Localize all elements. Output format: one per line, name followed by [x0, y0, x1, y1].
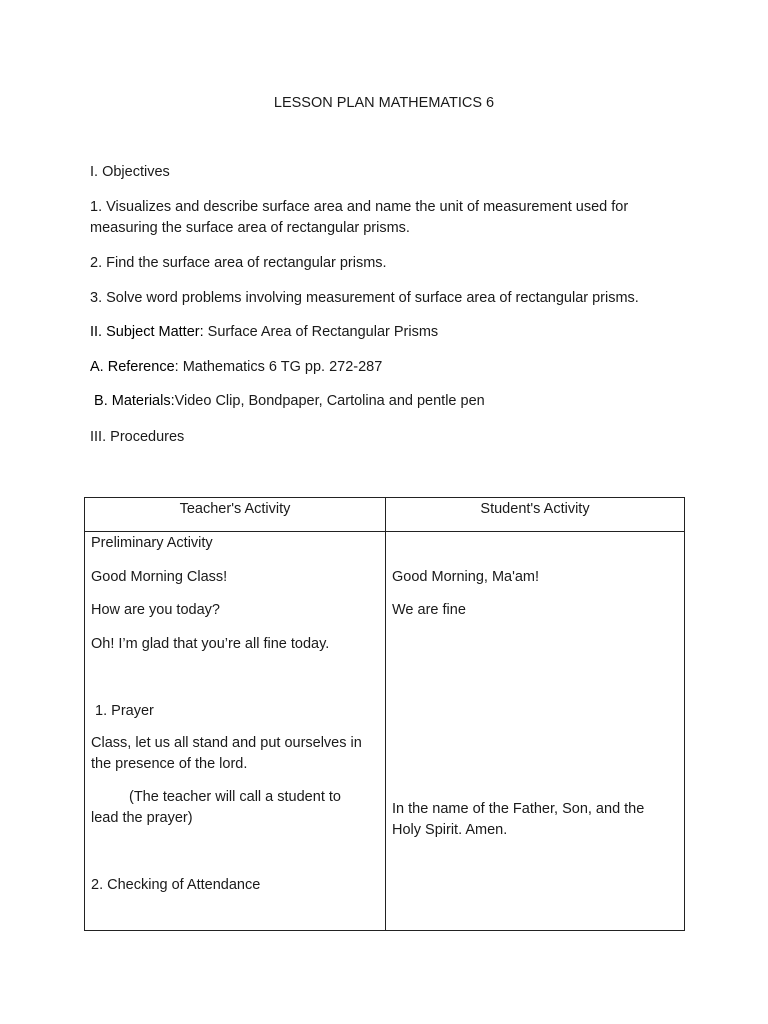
teacher-glad: Oh! I’m glad that you’re all fine today.: [91, 636, 330, 652]
materials-value: Video Clip, Bondpaper, Cartolina and pentle pen: [174, 393, 485, 409]
reference-value: : Mathematics 6 TG pp. 272-287: [174, 359, 383, 375]
materials-label: B. Materials:: [90, 393, 175, 409]
student-prayer-line-2: Holy Spirit. Amen.: [392, 822, 508, 838]
call-student-line-1: (The teacher will call a student to: [129, 789, 341, 805]
student-fine: We are fine: [392, 602, 466, 618]
prayer-instruction-line-1: Class, let us all stand and put ourselves in: [91, 735, 362, 751]
teacher-greeting: Good Morning Class!: [91, 569, 228, 585]
student-activity-cell: [386, 532, 685, 931]
objective-2: 2. Find the surface area of rectangular prisms.: [90, 255, 387, 271]
table-row: [85, 532, 685, 931]
materials: [90, 391, 690, 412]
student-activity-header: Student's Activity: [386, 498, 685, 532]
subject-matter: [90, 322, 690, 343]
prayer-heading: 1. Prayer: [91, 703, 154, 719]
document-title: LESSON PLAN MATHEMATICS 6: [273, 95, 495, 111]
subject-matter-label: II. Subject Matter:: [90, 324, 204, 340]
attendance-heading: 2. Checking of Attendance: [91, 877, 261, 893]
activity-table: [84, 497, 685, 931]
reference: [90, 357, 690, 378]
student-greeting: Good Morning, Ma'am!: [392, 569, 540, 585]
teacher-how-are-you: How are you today?: [91, 602, 220, 618]
preliminary-activity-heading: Preliminary Activity: [91, 535, 213, 551]
procedures-heading: III. Procedures: [90, 429, 185, 445]
teacher-activity-cell: [85, 532, 386, 931]
teacher-activity-header: Teacher's Activity: [85, 498, 386, 532]
reference-label: A. Reference: [90, 359, 175, 375]
objectives-heading: I. Objectives: [90, 164, 170, 180]
table-header-row: [85, 498, 685, 532]
objective-1: 1. Visualizes and describe surface area and name the unit of measurement used for measuring the surface area of rectangular prisms.: [90, 199, 629, 236]
student-prayer-line-1: In the name of the Father, Son, and the: [392, 801, 645, 817]
objective-3: 3. Solve word problems involving measurement of surface area of rectangular prisms.: [90, 290, 639, 306]
call-student-line-2: lead the prayer): [91, 810, 193, 826]
prayer-instruction-line-2: the presence of the lord.: [91, 756, 248, 772]
subject-matter-value: Surface Area of Rectangular Prisms: [203, 324, 439, 340]
